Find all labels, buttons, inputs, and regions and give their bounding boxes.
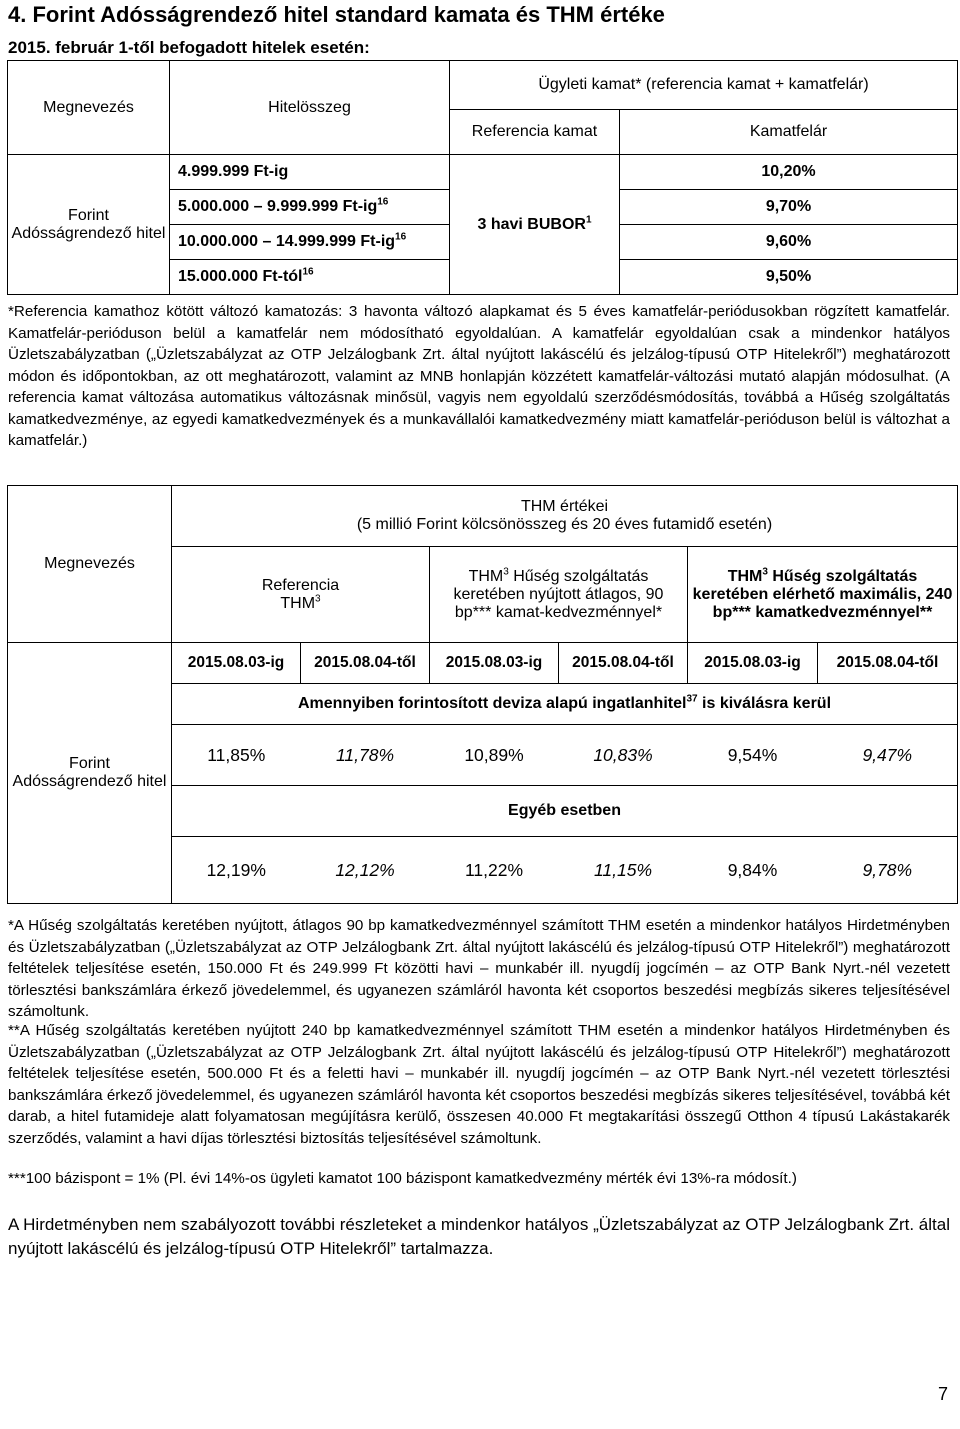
date-cell: 2015.08.03-ig <box>430 643 559 684</box>
date-cell: 2015.08.03-ig <box>172 643 301 684</box>
date-cell: 2015.08.04-től <box>301 643 430 684</box>
thm-value: 9,54% <box>688 725 818 786</box>
amount-cell: 10.000.000 – 14.999.999 $Ft-ig^{16}$ <box>170 225 450 260</box>
thm-value: 9,78% <box>818 837 958 904</box>
thm-header-average: THM$^3$ Hűség szolgáltatás keretében nyújtott átlagos, 90 bp*** kamat-kedvezménnyel* <box>430 547 688 643</box>
interest-rate-table <box>7 60 958 295</box>
header-amount: Hitelösszeg <box>170 61 450 155</box>
date-cell: 2015.08.04-től <box>818 643 958 684</box>
date-cell: 2015.08.04-től <box>559 643 688 684</box>
thm-value: 10,83% <box>559 725 688 786</box>
header-rate: Ügyleti kamat* (referencia kamat + kamatfelár) <box>450 61 958 110</box>
thm-value: 11,22% <box>430 837 559 904</box>
date-cell: 2015.08.03-ig <box>688 643 818 684</box>
closing-note: A Hirdetményben nem szabályozott további részleteket a mindenkor hatályos „Üzletszabályzat az OTP Jelzálogbank Zrt. által nyújtott lakáscélú és jelzálog-típusú OTP Hitelekről” tartalmazza. <box>8 1215 950 1258</box>
thm-footnote-average: *A Hűség szolgáltatás keretében nyújtott, átlagos 90 bp kamatkedvezménnyel számított THM esetén a mindenkor hatályos Hirdetményben és Üzletszabályzatban („Üzletszabályzat az OTP Jelzálogbank Zrt. által nyújtott lakáscélú és jelzálog-típusú OTP Hitelekről”) meghatározott feltételek teljesítése esetén, 150.000 Ft és 249.999 Ft közötti havi – munkabér ill. nyugdíj jogcímén – az OTP Bank Nyrt.-nél vezetett törlesztési bankszámlára érkező jövedelemmel, és ugyanezen számláról havonta két csoportos beszedési megbízás sikeres teljesítésével számoltunk. <box>8 917 950 1020</box>
header-reference-rate: Referencia kamat <box>450 110 620 155</box>
thm-value: 11,85% <box>172 725 301 786</box>
margin-cell: 9,70% <box>620 190 958 225</box>
section-subtitle: 2015. február 1-től befogadott hitelek esetén: <box>8 38 370 57</box>
thm-value: 9,84% <box>688 837 818 904</box>
thm-header-title: THM értékei (5 millió Forint kölcsönösszeg és 20 éves futamidő esetén) <box>172 486 958 547</box>
amount-cell: 5.000.000 – 9.999.999 $Ft-ig^{16}$ <box>170 190 450 225</box>
margin-cell: 9,50% <box>620 260 958 295</box>
thm-value: 11,78% <box>301 725 430 786</box>
reference-rate-cell: 3 havi BUBOR$^1$ <box>450 155 620 295</box>
thm-header-name: Megnevezés <box>8 486 172 643</box>
thm-product-name: Forint Adósságrendező hitel <box>8 643 172 904</box>
header-name: Megnevezés <box>8 61 170 155</box>
section-heading: 4. Forint Adósságrendező hitel standard kamata és THM értéke <box>8 2 665 27</box>
thm-footnote-maximum: **A Hűség szolgáltatás keretében nyújtott 240 bp kamatkedvezménnyel számított THM esetén a mindenkor hatályos Hirdetményben és Üzletszabályzatban („Üzletszabályzat az OTP Jelzálogbank Zrt. által nyújtott lakáscélú és jelzálog-típusú OTP Hitelekről”) meghatározott feltételek teljesítése esetén, 500.000 Ft és a feletti havi – munkabér ill. nyugdíj jogcímén – az OTP Bank Nyrt.-nél vezetett törlesztési bankszámlára érkező jövedelemmel, és ugyanezen számláról havonta két csoportos beszedési megbízás sikeres teljesítésével, továbbá két darab, a hitel futamideje alatt folyamatosan megújításra kerülő, összesen 40.000 Ft megtakarítási összegű Otthon 4 típusú Lakástakarék szerződés, valamint a havi díjas törlesztési biztosítás teljesítésével számoltunk. <box>8 1022 950 1147</box>
margin-cell: 10,20% <box>620 155 958 190</box>
section-other-cases: Egyéb esetben <box>172 786 958 837</box>
product-name: Forint Adósságrendező hitel <box>8 155 170 295</box>
thm-table <box>7 485 958 904</box>
amount-cell: 15.000.000 Ft-tól$^{16}$ <box>170 260 450 295</box>
interest-footnote: *Referencia kamathoz kötött változó kamatozás: 3 havonta változó alapkamat és 5 éves kamatfelár-periódusokban rögzített kamatfelár. Kamatfelár-perióduson belül a kamatfelár nem módosítható egyoldalúan. A kamatfelár egyoldalúan csak a mindenkor hatályos Üzletszabályzatban („Üzletszabályzat az OTP Jelzálogbank Zrt. által nyújtott lakáscélú és jelzálog-típusú OTP Hitelekről”) meghatározott módon és időpontokban, az ott meghatározott, valamint az MNB honlapján közzétett kamatfelár-változási mutató alapján módosulhat. (A referencia kamat változása automatikus változásnak minősül, vagyis nem egyoldalú szerződésmódosítás, továbbá a Hűség szolgáltatás kamatkedvezménye, az egyedi kamatkedvezmények és a munkavállalói kamatkedvezmény miatt kamatfelár-perióduson belül is változhat a kamatfelár.) <box>8 303 950 449</box>
page-number: 7 <box>938 1384 949 1404</box>
thm-header-maximum: THM$^3$ Hűség szolgáltatás keretében elérhető maximális, 240 bp*** kamatkedvezménnyel** <box>688 547 958 643</box>
thm-value: 10,89% <box>430 725 559 786</box>
thm-value: 12,19% <box>172 837 301 904</box>
thm-value: 12,12% <box>301 837 430 904</box>
thm-value: 11,15% <box>559 837 688 904</box>
basis-point-footnote: ***100 bázispont = 1% (Pl. évi 14%-os ügyleti kamatot 100 bázispont kamatkedvezmény mérték évi 13%-ra módosít.) <box>8 1170 797 1187</box>
amount-cell: 4.999.999 Ft-ig <box>170 155 450 190</box>
section-converted-fx: Amennyiben forintosított deviza alapú ingatlanhitel$^{37}$ is kiválásra kerül <box>172 684 958 725</box>
margin-cell: 9,60% <box>620 225 958 260</box>
thm-value: 9,47% <box>818 725 958 786</box>
header-margin: Kamatfelár <box>620 110 958 155</box>
thm-header-reference: Referencia THM$^3$ <box>172 547 430 643</box>
